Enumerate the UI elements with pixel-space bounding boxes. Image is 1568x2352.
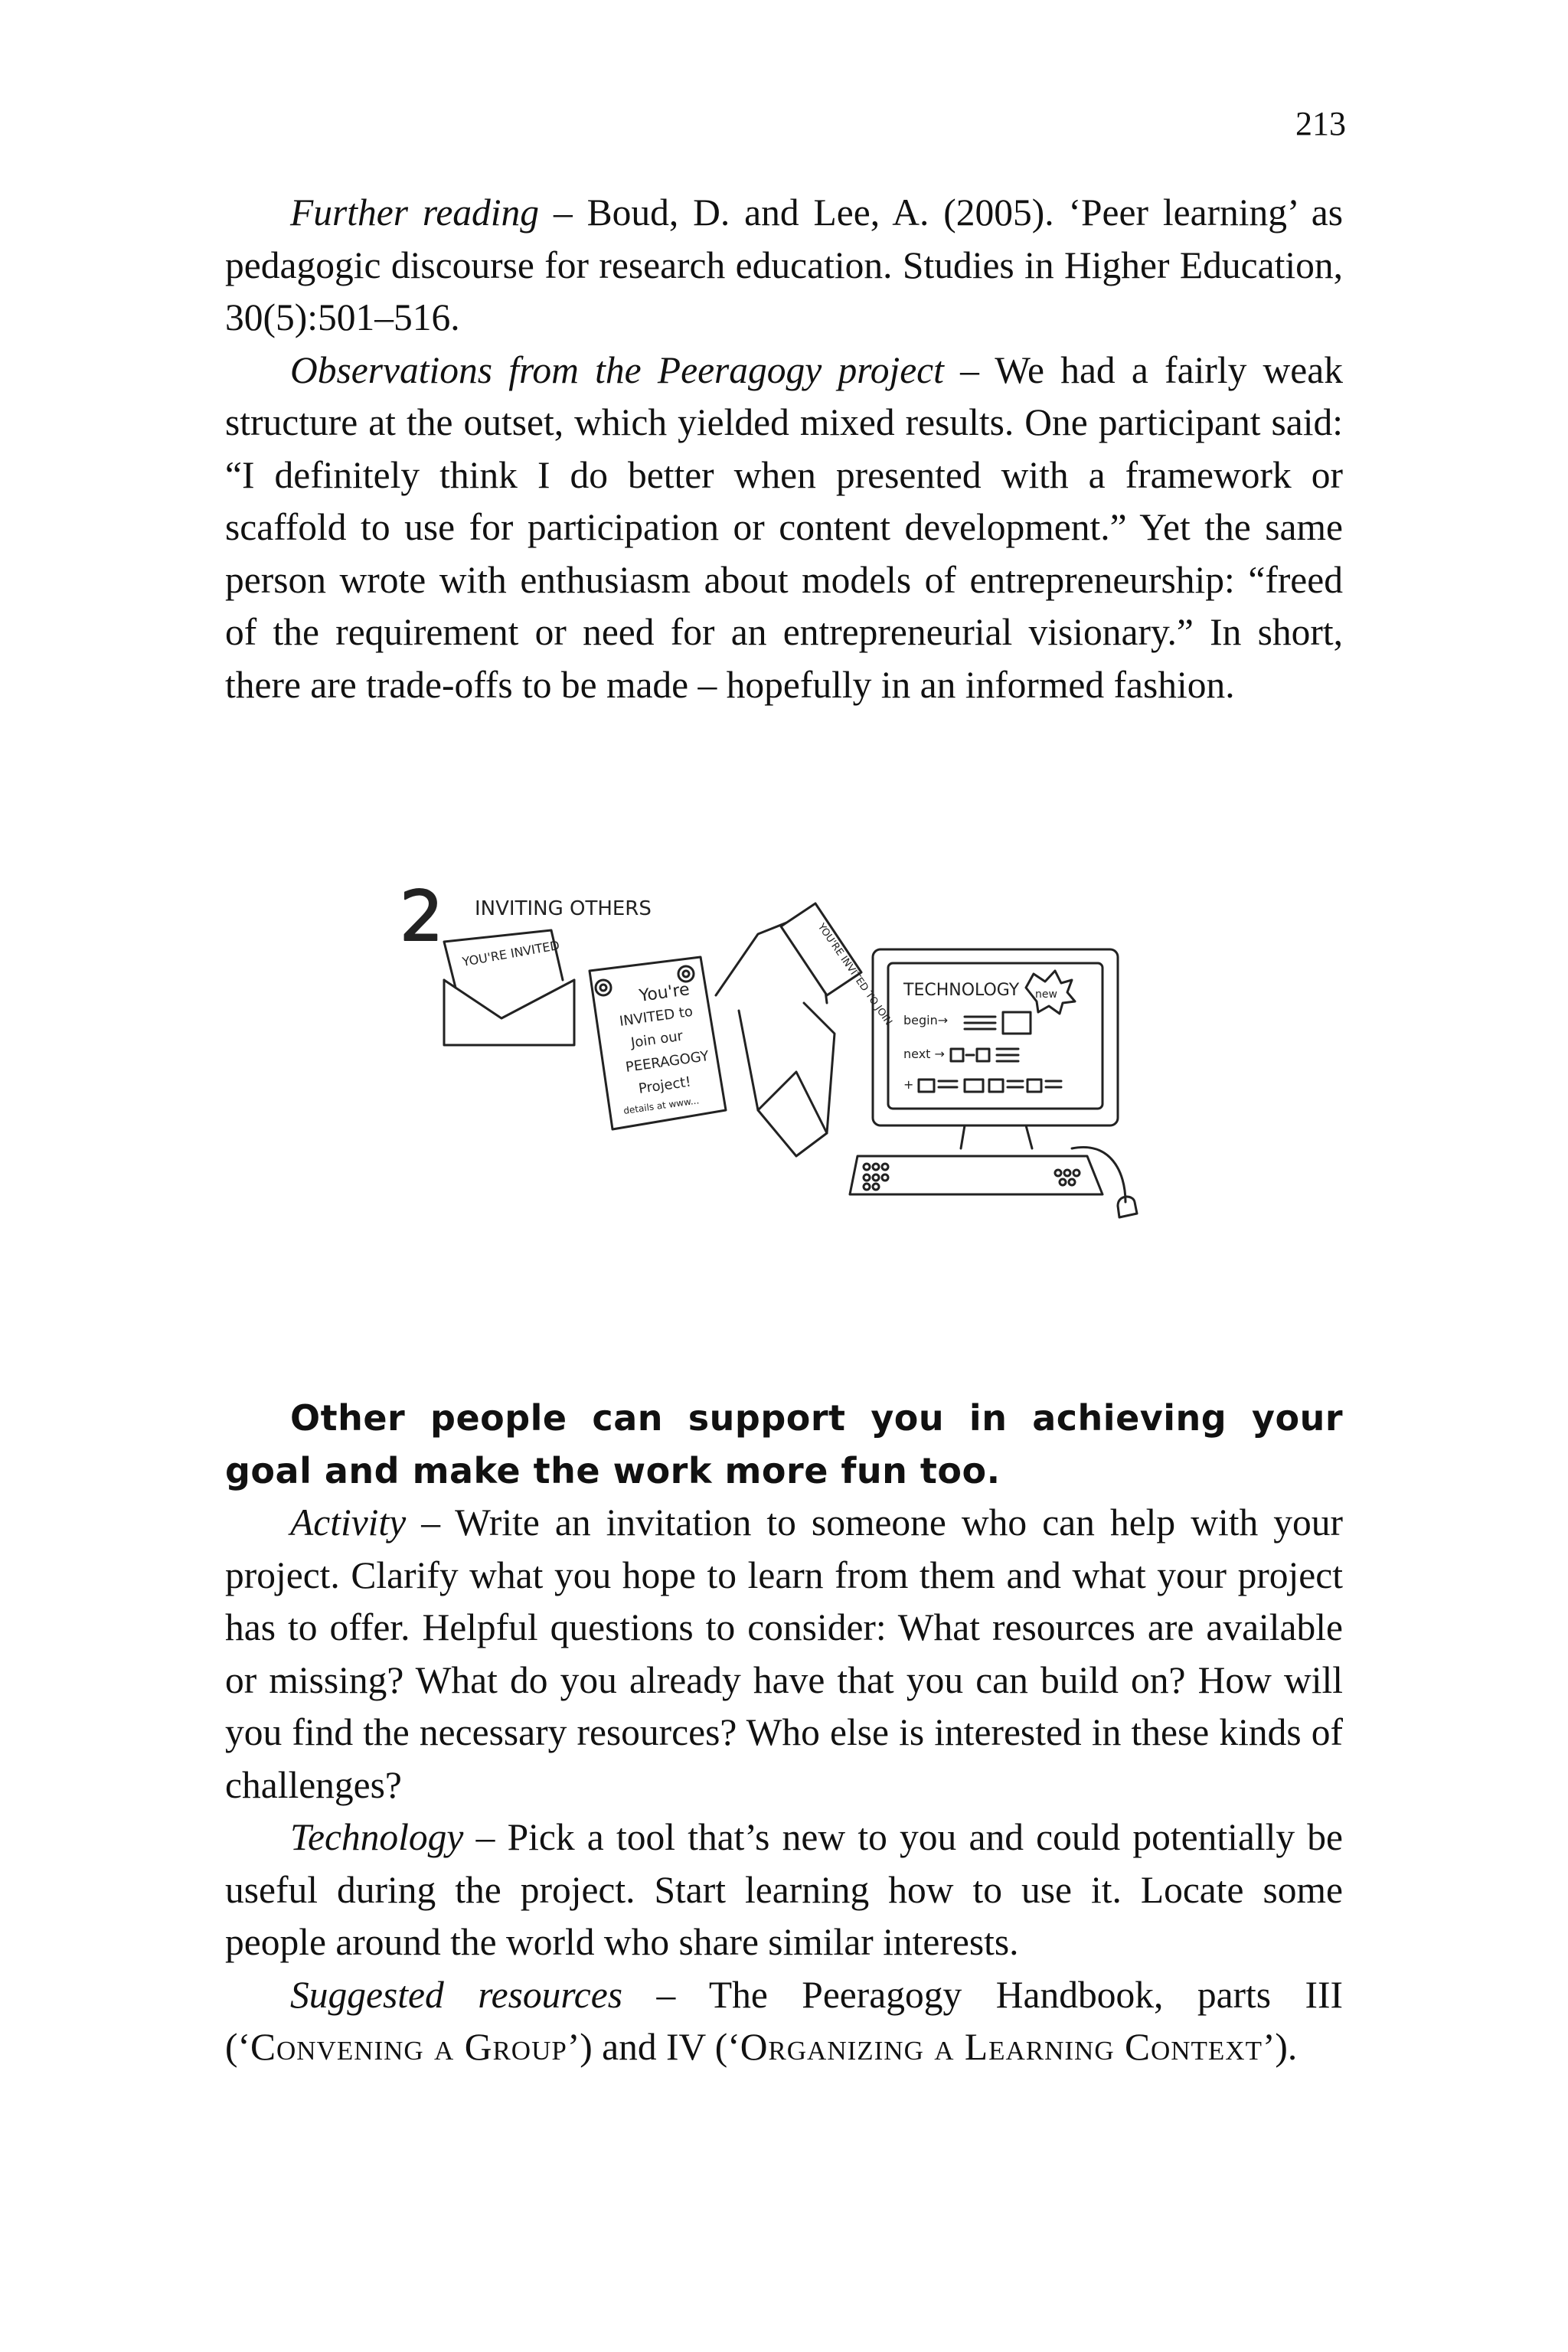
- technology-text: – Pick a tool that’s new to you and could potentially be useful during the project. Start learning how to use it. Locate some people around the world who share similar interests.: [225, 1816, 1343, 1963]
- section-lead: Other people can support you in achieving your goal and make the work more fun too.: [225, 1397, 1343, 1491]
- further-reading-label: Further reading: [290, 191, 540, 234]
- observations-text: – We had a fairly weak structure at the outset, which yielded mixed results. One participant said: “I definitely think I do better when presented with a framework or scaffold to use for participation or content development.” Yet the same person wrote with enthusiasm about models of entrepreneurship: “freed of the requirement or need for an entrepreneurial visionary.” In short, there are trade-offs to be made – hopefully in an informed fashion.: [225, 348, 1343, 706]
- technology-label: Technology: [290, 1816, 464, 1858]
- sketch-drawing: [398, 880, 1164, 1233]
- further-reading-text: – Boud, D. and Lee, A. (2005). ‘Peer learning’ as pedagogic discourse for research education. Studies in Higher Education, 30(5):501–516.: [225, 191, 1343, 338]
- activity-section: [225, 1392, 1343, 2074]
- observations-label: Observations from the Peeragogy project: [290, 348, 944, 391]
- resources-text-3: ’).: [1262, 2026, 1298, 2068]
- technology-paragraph: [225, 1811, 1343, 1969]
- activity-text: – Write an invitation to someone who can help with your project. Clarify what you hope to learn from them and what your project has to offer. Helpful questions to consider: What resources are available or missing? What do you already have that you can build on? How will you find the necessary resources? Who else is interested in these kinds of challenges?: [225, 1501, 1343, 1806]
- activity-paragraph: [225, 1497, 1343, 1811]
- step-number: 2: [400, 880, 444, 957]
- envelope-card-text: YOU'RE INVITED: [461, 937, 561, 969]
- further-reading-paragraph: [225, 187, 1343, 345]
- keyboard-icon: [850, 1156, 1102, 1194]
- screen-row-3: +: [903, 1077, 914, 1092]
- screen-title: TECHNOLOGY: [903, 981, 1020, 1000]
- note-line-4: PEERAGOGY: [624, 1047, 710, 1076]
- page-number: 213: [1295, 105, 1346, 142]
- observations-paragraph: [225, 345, 1343, 712]
- note-line-3: Join our: [629, 1027, 684, 1051]
- screen-badge: new: [1035, 988, 1057, 1001]
- note-line-5: Project!: [637, 1073, 692, 1097]
- activity-label: Activity: [290, 1501, 407, 1544]
- note-line-6: details at www...: [622, 1095, 700, 1116]
- resources-text-2: ’) and IV (‘: [567, 2026, 740, 2068]
- resources-paragraph: [225, 1969, 1343, 2074]
- computer-monitor-icon: [873, 949, 1118, 1148]
- screen-row-2: next →: [903, 1047, 945, 1061]
- note-line-1: You're: [638, 979, 691, 1006]
- envelope-icon: [444, 930, 574, 1045]
- screen-row-1: begin→: [903, 1013, 949, 1027]
- large-card-text: YOU'RE INVITED TO JOIN: [815, 921, 894, 1028]
- illustration-heading: INVITING OTHERS: [475, 897, 652, 920]
- note-line-2: INVITED to: [618, 1003, 694, 1030]
- resources-label: Suggested resources: [290, 1973, 622, 2016]
- resources-part-3: Convening a Group: [250, 2026, 567, 2068]
- resources-part-4: Organizing a Learning Context: [740, 2026, 1263, 2068]
- inviting-others-illustration: [398, 880, 1164, 1233]
- invitation-note: [590, 957, 726, 1129]
- large-envelope-icon: [716, 903, 894, 1156]
- resources-text-1: – The Peeragogy Handbook, parts III (‘: [225, 1973, 1343, 2068]
- reading-section: [225, 187, 1343, 711]
- mouse-icon: [1072, 1147, 1137, 1217]
